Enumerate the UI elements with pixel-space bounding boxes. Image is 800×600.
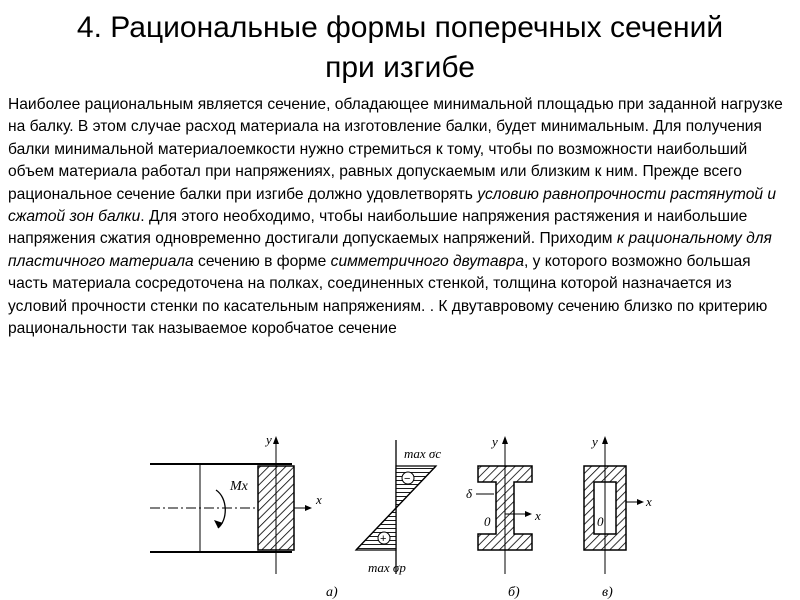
box-section bbox=[584, 434, 652, 574]
caption-a: а) bbox=[326, 585, 338, 600]
section-c-origin: 0 bbox=[597, 514, 604, 529]
body-emphasis-1: условию равнопрочности растянутой и сжатой зон балки bbox=[8, 185, 777, 226]
body-text-4: , у которого возможно большая часть материала сосредоточена на полках, соединенных стенкой, толщина которой назначается из условий прочности стенки по касательным напряжениям. . К двутавровому сечению близко по критерию рациональности так называемое коробчатое сечение bbox=[8, 252, 768, 338]
section-c-x-label: x bbox=[646, 494, 652, 509]
body-paragraph bbox=[8, 94, 793, 340]
body-text-2: . Для этого необходимо, чтобы наибольшие напряжения растяжения и наибольшие напряжения сжатия одновременно достигали допускаемых напряжений. Приходим bbox=[8, 208, 748, 248]
figure-svg bbox=[150, 432, 670, 600]
section-a-x-label: x bbox=[316, 492, 322, 507]
section-b-y-arrow bbox=[502, 436, 508, 444]
max-tension-label: max σp bbox=[368, 560, 406, 575]
section-a-y-arrow bbox=[273, 436, 279, 444]
section-b-x-arrow bbox=[525, 511, 532, 517]
minus-sign: − bbox=[404, 473, 411, 485]
section-b-y-label: y bbox=[492, 434, 498, 449]
moment-label: Mx bbox=[230, 479, 248, 494]
section-b-x-label: x bbox=[535, 508, 541, 523]
slide-title bbox=[0, 8, 800, 88]
web-thickness-label: δ bbox=[466, 486, 473, 501]
max-compression-label: max σc bbox=[404, 446, 442, 461]
i-beam-section bbox=[466, 434, 541, 574]
body-emphasis-2: к рациональному для пластичного материала bbox=[8, 230, 772, 270]
caption-b: б) bbox=[508, 585, 520, 600]
plus-sign: + bbox=[380, 533, 387, 545]
title-line-1: 4. Рациональные формы поперечных сечений bbox=[76, 11, 724, 44]
section-a-x-arrow bbox=[305, 505, 312, 511]
stress-diagram bbox=[356, 440, 441, 575]
beam-sections-figure bbox=[150, 432, 670, 600]
title-line-2: при изгибе bbox=[325, 51, 475, 84]
section-b-origin: 0 bbox=[484, 514, 491, 529]
moment-arrow-head bbox=[214, 520, 223, 528]
body-text-3: сечению в форме bbox=[193, 252, 331, 270]
section-c-y-label: y bbox=[592, 434, 598, 449]
body-text-1: Наиболее рациональным является сечение, обладающее минимальной площадью при заданной нагрузке на балку. В этом случае расход материала на изготовление балки, будет минимальным. Для получения балки минимальной материалоемкости нужно стремиться к тому, чтобы по возможности наибольший объем материала работал при напряжениях, равных допускаемым или близким к ним. Прежде всего рациональное сечение балки при изгибе должно удовлетворять bbox=[8, 96, 783, 203]
body-emphasis-3: симметричного двутавра bbox=[330, 252, 525, 270]
section-a-y-label: y bbox=[266, 432, 272, 447]
section-c-x-arrow bbox=[637, 499, 644, 505]
section-c-y-arrow bbox=[602, 436, 608, 444]
caption-c: в) bbox=[602, 585, 613, 600]
